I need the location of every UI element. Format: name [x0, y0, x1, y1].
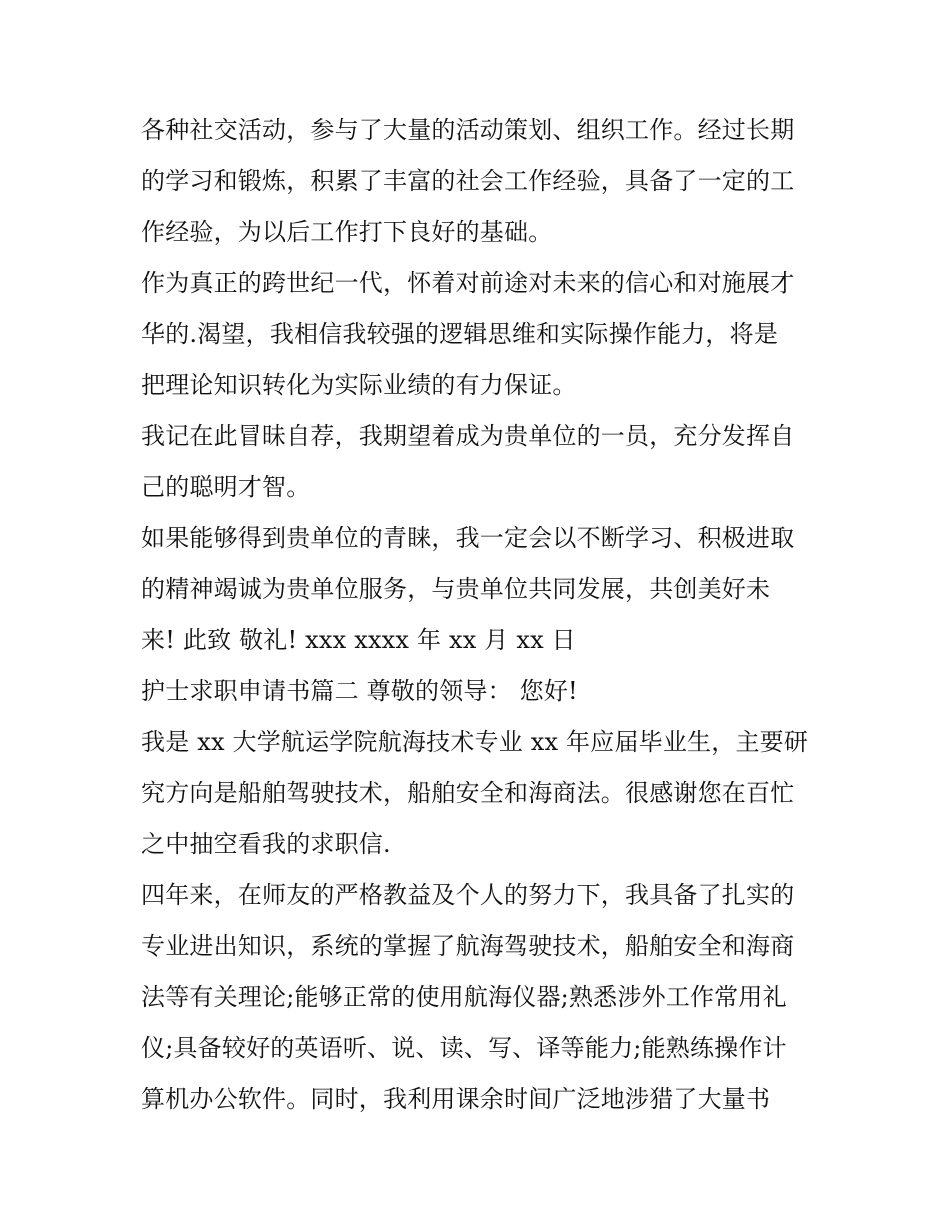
text-line: 作为真正的跨世纪一代，怀着对前途对未来的信心和对施展才 — [141, 269, 795, 297]
text-line: 我是 xx 大学航运学院航海技术专业 xx 年应届毕业生，主要研 — [141, 728, 809, 756]
text-line: 我记在此冒昧自荐，我期望着成为贵单位的一员，充分发挥自 — [141, 422, 795, 450]
text-line: 仪;具备较好的英语听、说、读、写、译等能力;能熟练操作计 — [141, 1034, 787, 1062]
text-line: 四年来，在师友的严格教益及个人的努力下，我具备了扎实的 — [141, 881, 795, 909]
text-line: 的精神竭诚为贵单位服务，与贵单位共同发展，共创美好未 — [141, 575, 771, 603]
text-line: 的学习和锻炼，积累了丰富的社会工作经验，具备了一定的工 — [141, 167, 795, 195]
text-line: 来! 此致 敬礼! xxx xxxx 年 xx 月 xx 日 — [141, 626, 576, 654]
text-line: 算机办公软件。同时，我利用课余时间广泛地涉猎了大量书 — [141, 1085, 771, 1113]
text-line: 各种社交活动，参与了大量的活动策划、组织工作。经过长期 — [141, 116, 795, 144]
section-heading-line: 护士求职申请书篇二 尊敬的领导： 您好! — [141, 677, 578, 705]
text-line: 究方向是船舶驾驶技术，船舶安全和海商法。很感谢您在百忙 — [141, 779, 795, 807]
text-line: 法等有关理论;能够正常的使用航海仪器;熟悉涉外工作常用礼 — [141, 983, 787, 1011]
text-line: 之中抽空看我的求职信. — [141, 830, 391, 858]
text-line: 专业进出知识，系统的掌握了航海驾驶技术，船舶安全和海商 — [141, 932, 795, 960]
text-line: 把理论知识转化为实际业绩的有力保证。 — [141, 371, 577, 399]
text-line: 作经验，为以后工作打下良好的基础。 — [141, 218, 553, 246]
document-body — [141, 107, 821, 1127]
text-line: 如果能够得到贵单位的青睐，我一定会以不断学习、积极进取 — [141, 524, 795, 552]
text-line: 华的.渴望，我相信我较强的逻辑思维和实际操作能力，将是 — [141, 320, 779, 348]
text-line: 己的聪明才智。 — [141, 473, 311, 501]
